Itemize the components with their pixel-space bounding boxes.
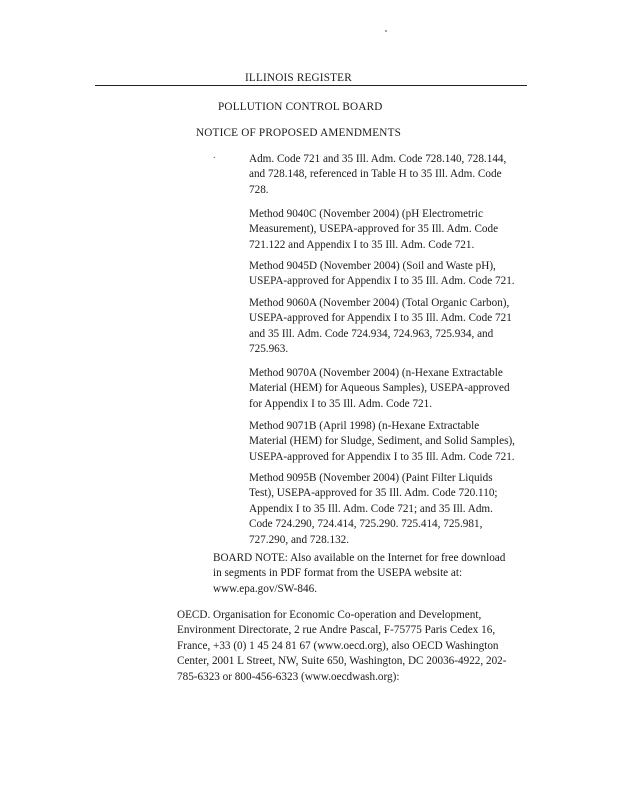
board-note [213,551,505,597]
notice-heading: NOTICE OF PROPOSED AMENDMENTS [196,127,402,139]
method-entry [249,296,512,358]
margin-mark: . [213,150,216,161]
method-entry [249,259,515,290]
register-heading: ILLINOIS REGISTER [245,72,352,84]
entry-line: Appendix I to 35 Ill. Adm. Code 721; and 35 Ill. Adm. [249,502,493,515]
entry-line: Method 9060A (November 2004) (Total Organic Carbon), [249,297,510,309]
note-line: BOARD NOTE: Also available on the Internet for free download [213,552,506,564]
entry-line: 725.963. [249,343,289,356]
entry-line: and 728.148, referenced in Table H to 35 Ill. Adm. Code [249,168,502,181]
entry-line: Adm. Code 721 and 35 Ill. Adm. Code 728.140, 728.144, [249,153,507,165]
oecd-line: OECD. Organisation for Economic Co-operation and Development, [177,609,482,621]
entry-line: 728. [249,183,269,196]
entry-line: USEPA-approved for Appendix I to 35 Ill. Adm. Code 721. [249,275,515,288]
entry-line: Material (HEM) for Aqueous Samples), USEPA-approved [249,382,510,395]
oecd-line: Environment Directorate, 2 rue Andre Pascal, F-75775 Paris Cedex 16, [177,624,496,637]
entry-line: Material (HEM) for Sludge, Sediment, and Solid Samples), [249,435,515,448]
entry-line: USEPA-approved for Appendix I to 35 Ill. Adm. Code 721. [249,450,515,463]
entry-line: 727.290, and 728.132. [249,533,350,546]
entry-line: Method 9071B (April 1998) (n-Hexane Extractable [249,420,480,432]
entry-line: and 35 Ill. Adm. Code 724.934, 724.963, 725.934, and [249,327,494,340]
method-entry [249,366,510,412]
method-entry [249,471,498,548]
entry-line: for Appendix I to 35 Ill. Adm. Code 721. [249,397,433,410]
entry-line: Code 724.290, 724.414, 725.290. 725.414, 725.981, [249,518,483,531]
method-entry [249,207,498,253]
entry-line: Measurement), USEPA-approved for 35 Ill. Adm. Code [249,223,499,236]
oecd-paragraph [177,608,506,685]
header-rule [95,85,527,86]
note-line: in segments in PDF format from the USEPA website at: [213,567,463,580]
board-heading: POLLUTION CONTROL BOARD [218,101,383,113]
method-entry [249,419,515,465]
oecd-line: France, +33 (0) 1 45 24 81 67 (www.oecd.org), also OECD Washington [177,639,499,652]
entry-line: 721.122 and Appendix I to 35 Ill. Adm. Code 721. [249,238,475,251]
method-entry [249,152,506,198]
note-line: www.epa.gov/SW-846. [213,582,317,595]
scan-artifact [385,30,387,32]
entry-line: Method 9040C (November 2004) (pH Electrometric [249,208,483,220]
oecd-line: Center, 2001 L Street, NW, Suite 650, Washington, DC 20036-4922, 202- [177,655,507,668]
oecd-line: 785-6323 or 800-456-6323 (www.oecdwash.org): [177,670,400,683]
entry-line: Method 9070A (November 2004) (n-Hexane Extractable [249,367,503,379]
entry-line: Method 9045D (November 2004) (Soil and Waste pH), [249,260,496,272]
entry-line: Method 9095B (November 2004) (Paint Filter Liquids [249,472,493,484]
entry-line: USEPA-approved for Appendix I to 35 Ill. Adm. Code 721 [249,312,512,325]
entry-line: Test), USEPA-approved for 35 Ill. Adm. Code 720.110; [249,487,498,500]
